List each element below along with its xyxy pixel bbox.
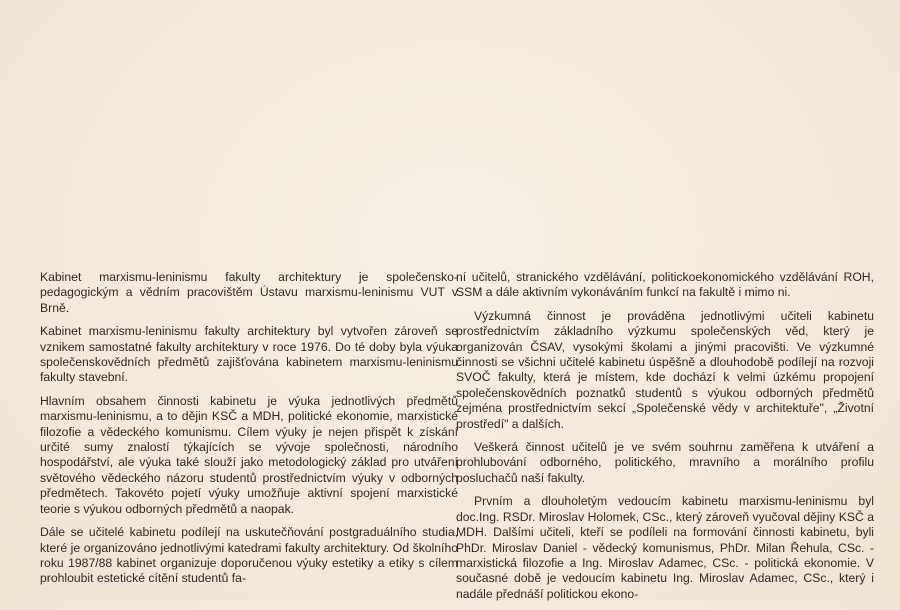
right-paragraph-1: ní učitelů, stranického vzdělávání, politickoekonomického vzdělávání ROH, SSM a dále aktivním vykonáváním funkcí na fakultě i mimo ni. xyxy=(456,270,874,300)
right-text-column xyxy=(456,270,874,610)
right-paragraph-3: Veškerá činnost učitelů je ve svém souhrnu zaměřena k utváření a prohlubování odborného, politického, mravního a morálního profilu posluchačů naší fakulty. xyxy=(456,440,874,485)
left-paragraph-2: Kabinet marxismu-leninismu fakulty architektury byl vytvořen zároveň se vznikem samostatné fakulty architektury v roce 1976. Do té doby byla výuka společenskovědních předmětů zajišťována kabinetem marxismu-leninismu fakulty stavební. xyxy=(40,324,458,385)
left-paragraph-1: Kabinet marxismu-leninismu fakulty architektury je společensko-pedagogickým a vědním pracovištěm Ústavu marxismu-leninismu VUT v Brně. xyxy=(40,270,458,315)
left-paragraph-3: Hlavním obsahem činnosti kabinetu je výuka jednotlivých předmětů marxismu-leninismu, a to dějin KSČ a MDH, politické ekonomie, marxistické filozofie a vědeckého komunismu. Cílem výuky je nejen přispět k získání určité sumy znalostí týkajících se vývoje společnosti, národního hospodářství, ale výuka také slouží jako metodologický základ pro utváření světového vědeckého názoru studentů prostřednictvím výuky v odborných předmětech. Takovéto pojetí výuky umožňuje aktivní spojení marxistické teorie s výukou odborných předmětů a naopak. xyxy=(40,393,458,516)
right-paragraph-4: Prvním a dlouholetým vedoucím kabinetu marxismu-leninismu byl doc.Ing. RSDr. Miroslav Holomek, CSc., který zároveň vyučoval dějiny KSČ a MDH. Dalšími učiteli, kteří se podíleli na formování činnosti kabinetu, byli PhDr. Miroslav Daniel - vědecký komunismus, PhDr. Milan Řehula, CSc. - marxistická filozofie a Ing. Miroslav Adamec, CSc. - politická ekonomie. V současné době je vedoucím kabinetu Ing. Miroslav Adamec, CSc., který i nadále přednáší politickou ekono- xyxy=(456,494,874,601)
left-paragraph-4: Dále se učitelé kabinetu podílejí na uskutečňování postgraduálního studia, které je organizováno jednotlivými katedrami fakulty architektury. Od školního roku 1987/88 kabinet organizuje doporučenou výuky estetiky a etiky s cílem prohloubit estetické cítění studentů fa- xyxy=(40,525,458,586)
right-paragraph-2: Výzkumná činnost je prováděna jednotlivými učiteli kabinetu prostřednictvím základního výzkumu společenských věd, který je organizován ČSAV, vysokými školami a jinými pracovišti. Ve výzkumné činnosti se všichni učitelé kabinetu úspěšně a dlouhodobě podílejí na rozvoji SVOČ fakulty, která je místem, kde dochází k velmi úzkému propojení společenskovědních poznatků studentů s výukou odborných předmětů zejména prostřednictvím sekcí „Společenské vědy v architektuře", „Životní prostředí" a dalších. xyxy=(456,308,874,431)
left-text-column xyxy=(40,270,458,595)
